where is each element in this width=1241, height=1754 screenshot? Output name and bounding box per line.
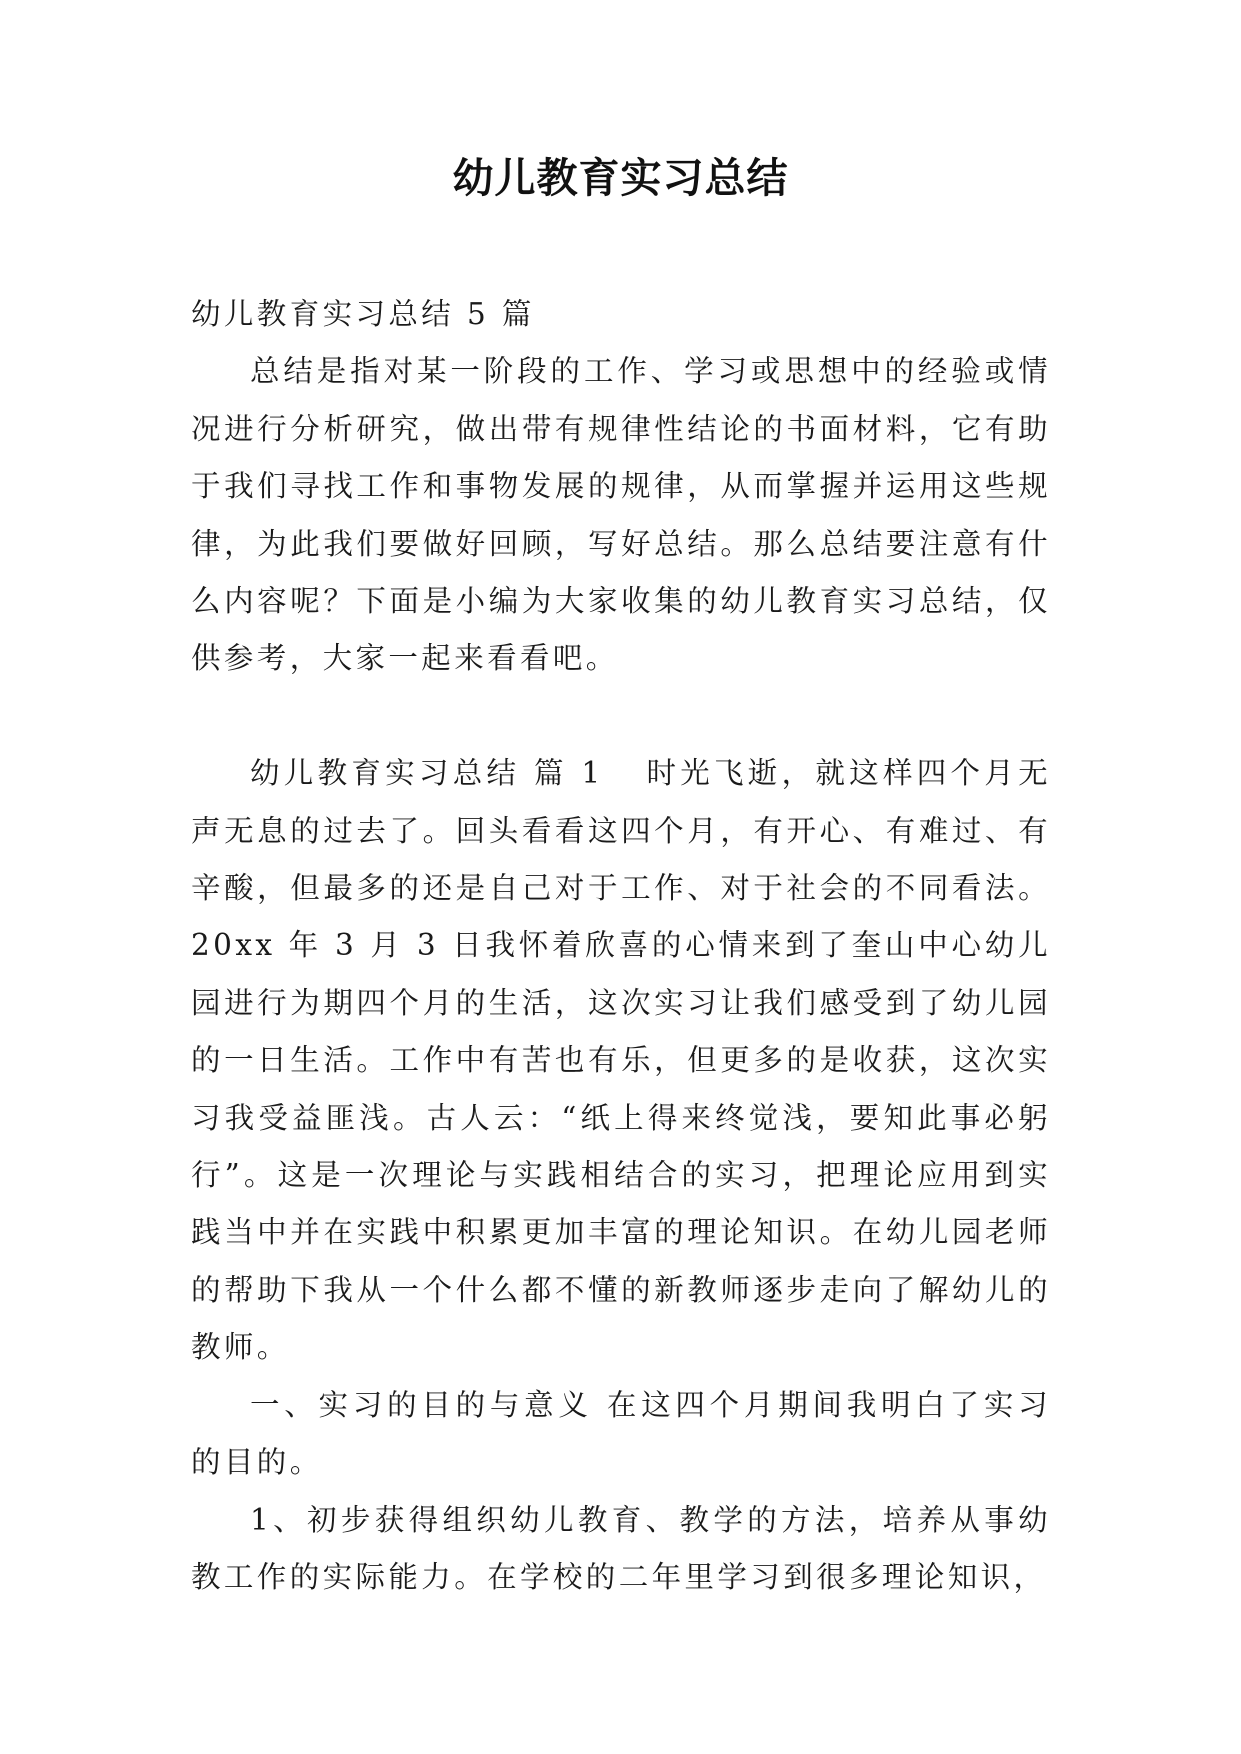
article-1-paragraph (191, 745, 1051, 1376)
paragraph-gap (191, 688, 1051, 745)
article-1-heading: 幼儿教育实习总结 篇 1 (250, 756, 604, 791)
document-body (191, 286, 1051, 1606)
intro-paragraph: 总结是指对某一阶段的工作、学习或思想中的经验或情况进行分析研究，做出带有规律性结论的书面材料，它有助于我们寻找工作和事物发展的规律，从而掌握并运用这些规律，为此我们要做好回顾，写好总结。那么总结要注意有什么内容呢？下面是小编为大家收集的幼儿教育实习总结，仅供参考，大家一起来看看吧。 (191, 354, 1051, 676)
article-1-body: 时光飞逝，就这样四个月无声无息的过去了。回头看看这四个月，有开心、有难过、有辛酸，但最多的还是自己对于工作、对于社会的不同看法。20xx 年 3 月 3 日我怀着欣喜的心情来到了奎山中心幼儿园进行为期四个月的生活，这次实习让我们感受到了幼儿园的一日生活。工作中有苦也有乐，但更多的是收获，这次实习我受益匪浅。古人云：“纸上得来终觉浅，要知此事必躬行”。这是一次理论与实践相结合的实习，把理论应用到实践当中并在实践中积累更加丰富的理论知识。在幼儿园老师的帮助下我从一个什么都不懂的新教师逐步走向了解幼儿的教师。 (191, 756, 1051, 1365)
document-subtitle: 幼儿教育实习总结 5 篇 (191, 297, 535, 331)
section-1-paragraph: 一、实习的目的与意义 在这四个月期间我明白了实习的目的。 (191, 1387, 1051, 1480)
document-title: 幼儿教育实习总结 (452, 154, 789, 202)
point-1-paragraph: 1、初步获得组织幼儿教育、教学的方法，培养从事幼教工作的实际能力。在学校的二年里学习到很多理论知识， (191, 1502, 1051, 1594)
